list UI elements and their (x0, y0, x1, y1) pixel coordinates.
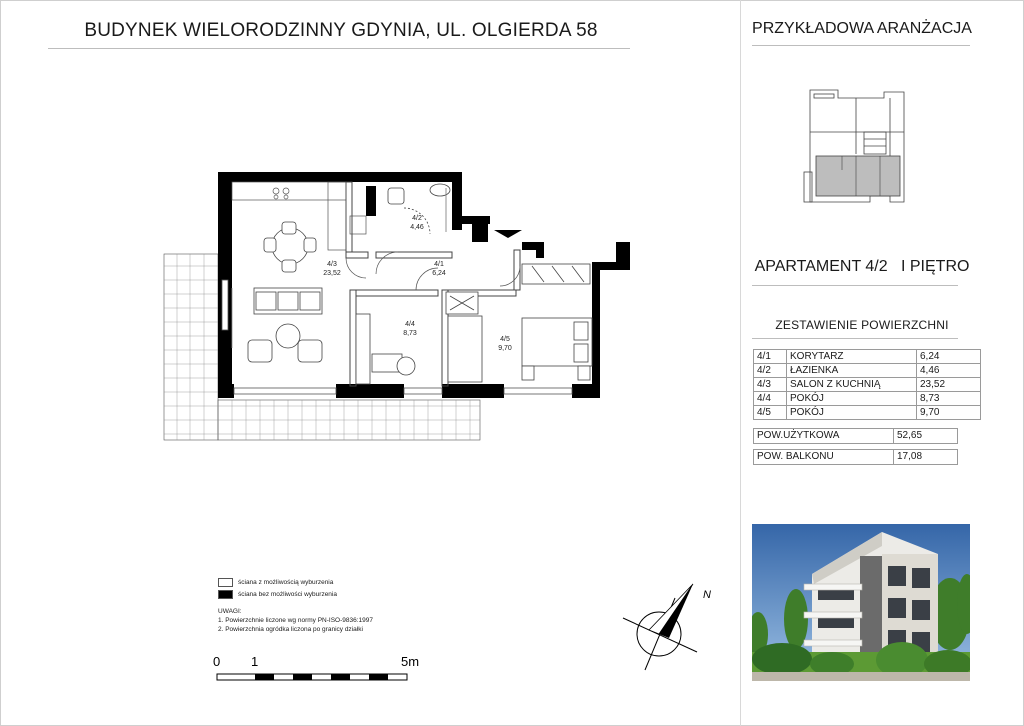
areas-table (753, 349, 981, 420)
room-id: 4/3 (754, 378, 787, 392)
room-area: 6,24 (917, 350, 981, 364)
building-visualization (752, 524, 970, 681)
north-arrow (615, 576, 725, 672)
table-row (754, 450, 958, 465)
room-name: KORYTARZ (787, 350, 917, 364)
scale-bar (213, 652, 443, 692)
room-id: 4/5 (754, 406, 787, 420)
notes (218, 607, 373, 634)
swatch-light-wall (218, 578, 233, 587)
room-id: 4/2 (754, 364, 787, 378)
room-id: 4/1 (754, 350, 787, 364)
apartment-name: APARTAMENT 4/2 (754, 258, 888, 275)
key-plan (800, 84, 920, 212)
room-name: ŁAZIENKA (787, 364, 917, 378)
balcony-area-value: 17,08 (894, 450, 958, 465)
label-4-1-id: 4/1 (434, 261, 444, 268)
room-4-5-furniture (522, 264, 592, 380)
areas-underline (752, 338, 958, 339)
table-row (754, 378, 981, 392)
room-name: POKÓJ (787, 406, 917, 420)
usable-area-table (753, 428, 958, 444)
arrangement-underline (752, 45, 970, 46)
legend-item-structural (218, 590, 373, 599)
usable-area-value: 52,65 (894, 429, 958, 444)
balcony-area-label: POW. BALKONU (754, 450, 894, 465)
table-row (754, 350, 981, 364)
notes-title: UWAGI: (218, 608, 242, 615)
scale-label-1: 1 (251, 654, 259, 669)
balcony-area-table (753, 449, 958, 465)
legend (218, 578, 373, 634)
usable-area-label: POW.UŻYTKOWA (754, 429, 894, 444)
areas-heading: ZESTAWIENIE POWIERZCHNI (775, 318, 949, 332)
note-2: 2. Powierzchnia ogródka liczona po granicy działki (218, 626, 363, 633)
apartment-underline (752, 285, 958, 286)
room-name: SALON Z KUCHNIĄ (787, 378, 917, 392)
note-1: 1. Powierzchnie liczone wg normy PN-ISO-9836:1997 (218, 617, 373, 624)
legend-text-demolishable: ściana z możliwością wyburzenia (238, 579, 334, 586)
legend-text-structural: ściana bez możliwości wyburzenia (238, 591, 337, 598)
scale-label-5m: 5m (401, 654, 420, 669)
room-area: 9,70 (917, 406, 981, 420)
label-4-3-area: 23,52 (323, 270, 341, 277)
label-4-5-area: 9,70 (498, 345, 512, 352)
room-area: 23,52 (917, 378, 981, 392)
label-4-3-id: 4/3 (327, 261, 337, 268)
room-area: 8,73 (917, 392, 981, 406)
apartment-floor: I PIĘTRO (900, 258, 970, 275)
key-plan-highlight (816, 156, 900, 196)
room-id: 4/4 (754, 392, 787, 406)
table-row (754, 406, 981, 420)
panel-divider (740, 0, 741, 726)
label-4-5-id: 4/5 (500, 336, 510, 343)
room-name: POKÓJ (787, 392, 917, 406)
hallway-wardrobe (446, 292, 482, 382)
table-row (754, 429, 958, 444)
legend-item-demolishable (218, 578, 373, 587)
scale-label-0: 0 (213, 654, 221, 669)
label-4-4-id: 4/4 (405, 321, 415, 328)
apartment-heading (752, 258, 972, 276)
swatch-black-wall (218, 590, 233, 599)
living-furniture (232, 288, 322, 362)
arrangement-heading: PRZYKŁADOWA ARANŻACJA (752, 20, 972, 37)
entrance-arrow (494, 230, 522, 238)
label-4-4-area: 8,73 (403, 330, 417, 337)
table-row (754, 364, 981, 378)
dining-table (264, 222, 316, 272)
table-row (754, 392, 981, 406)
room-area: 4,46 (917, 364, 981, 378)
page-title: BUDYNEK WIELORODZINNY GDYNIA, UL. OLGIERDA 58 (84, 20, 598, 41)
north-label: N (703, 589, 711, 601)
title-underline (48, 48, 630, 49)
floor-plan (160, 168, 640, 450)
label-4-2-id: 4/2 (412, 215, 422, 222)
label-4-2-area: 4,46 (410, 224, 424, 231)
label-4-1-area: 6,24 (432, 270, 446, 277)
